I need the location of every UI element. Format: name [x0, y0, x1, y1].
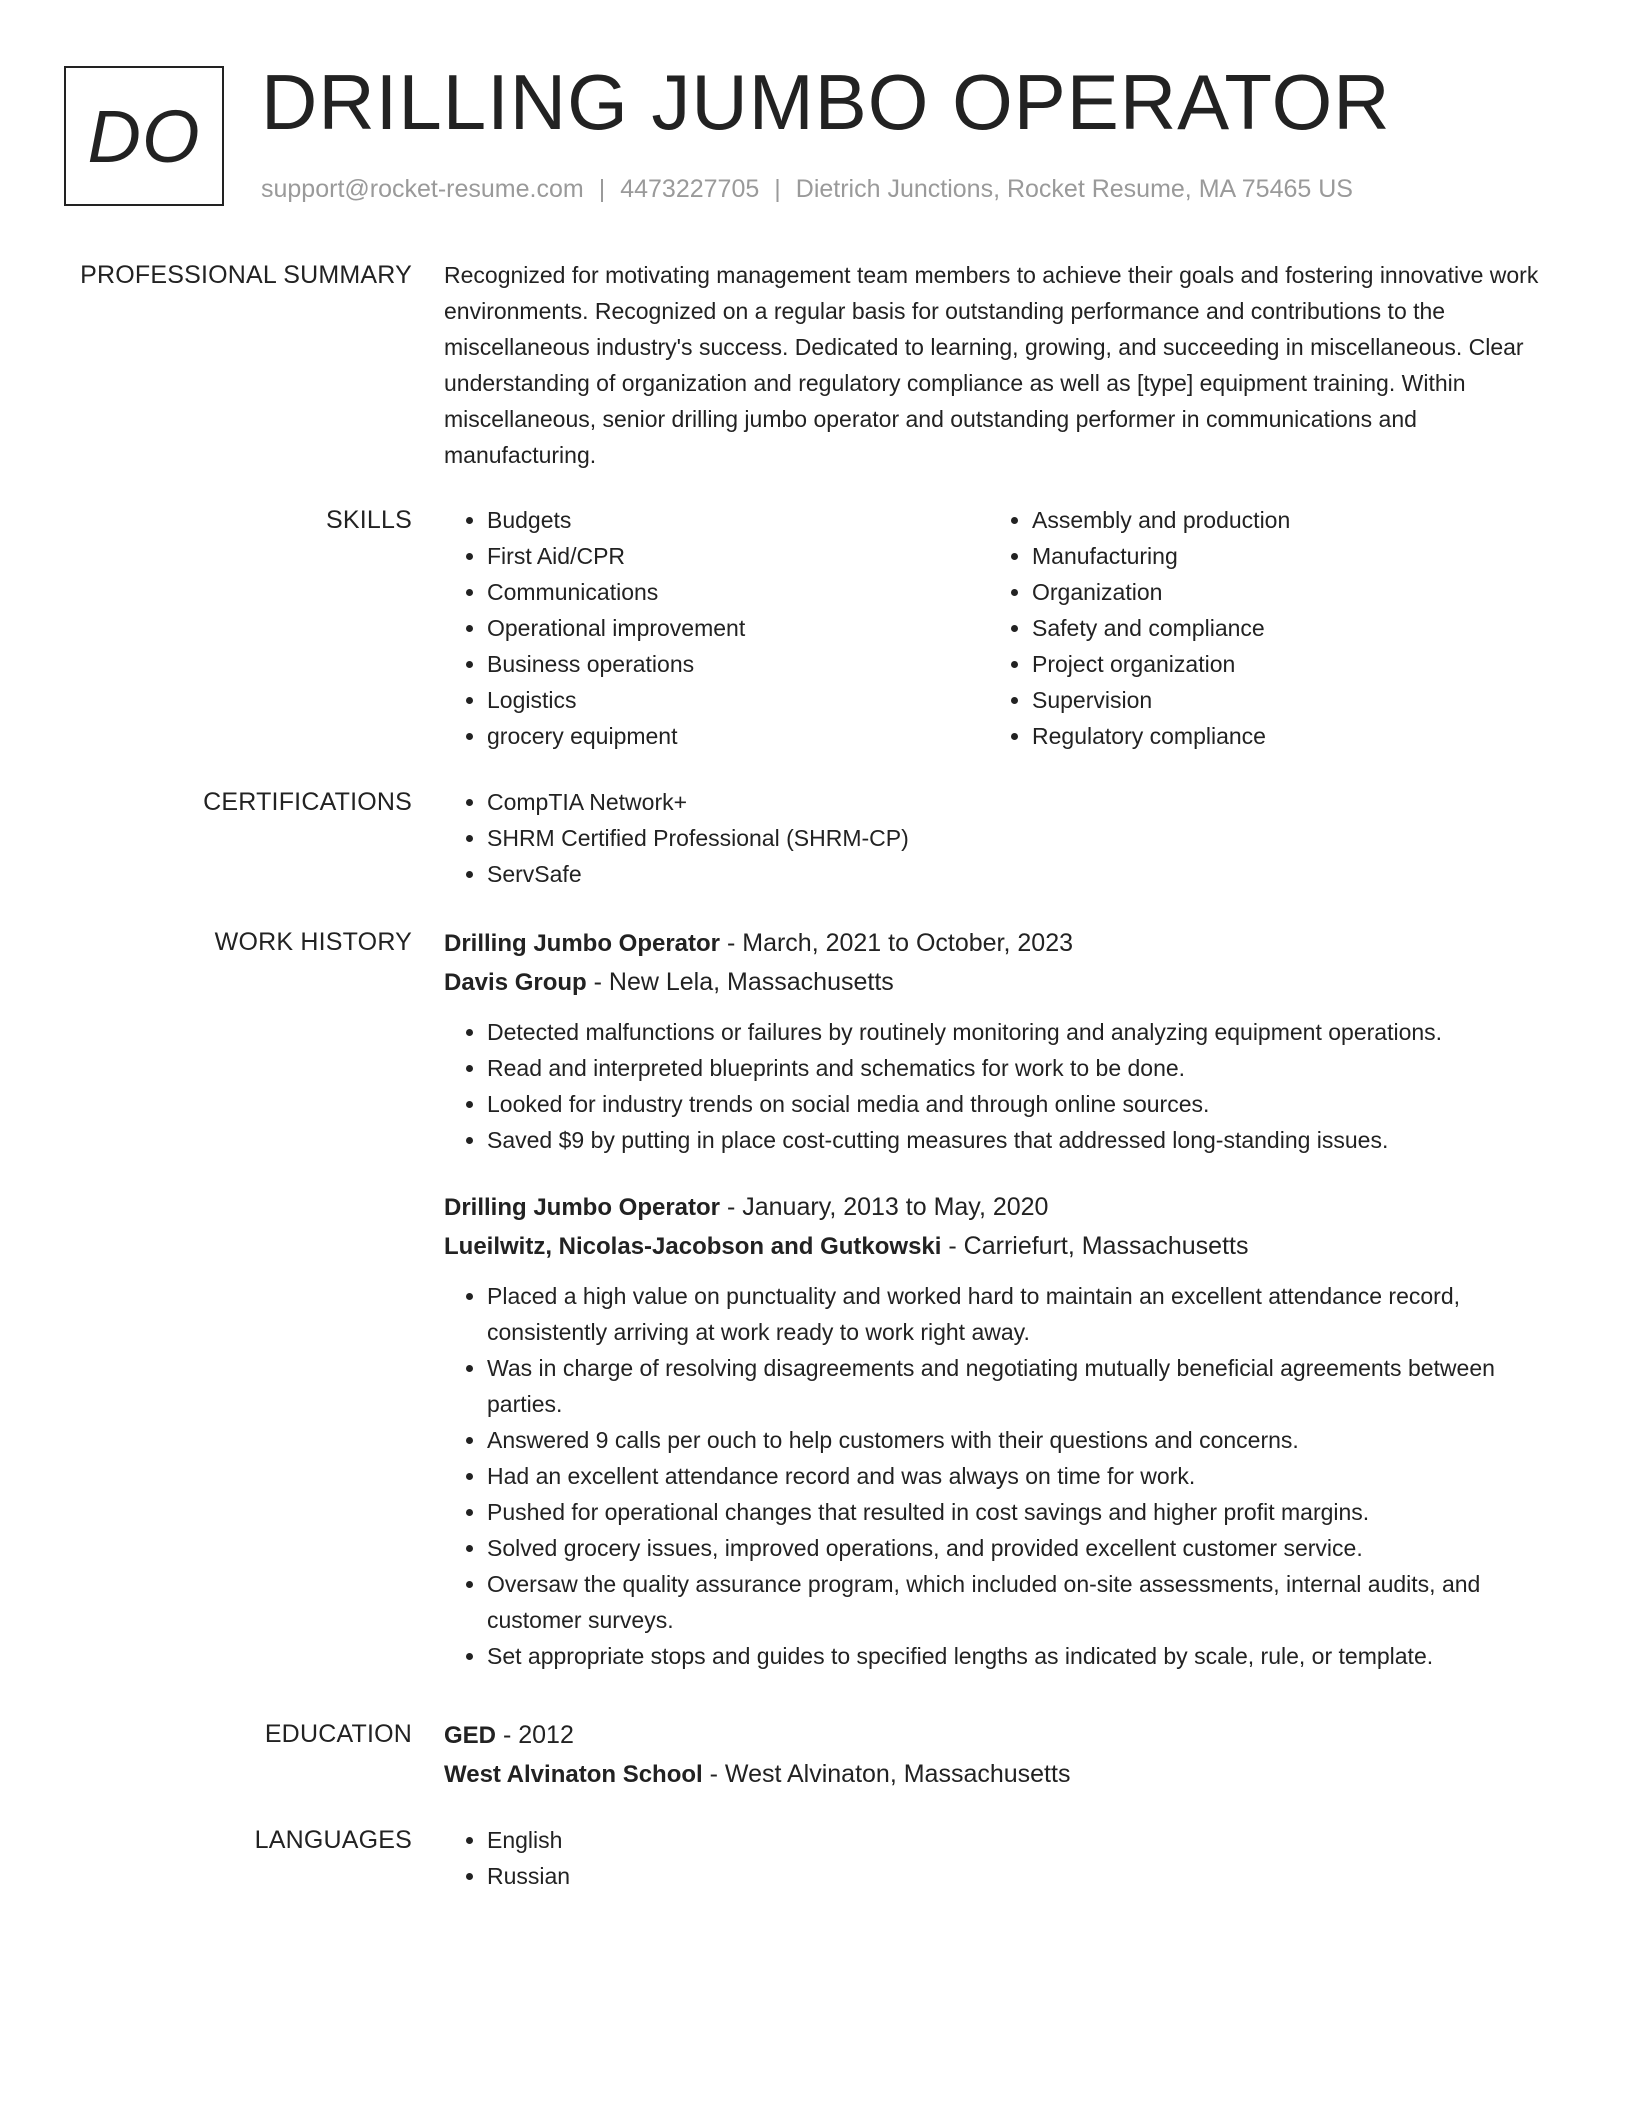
skill-item: • First Aid/CPR — [487, 538, 989, 574]
skill-item: • Safety and compliance — [1032, 610, 1534, 646]
language-item: • Russian — [487, 1858, 1564, 1894]
section-heading-work-history: WORK HISTORY — [214, 928, 412, 956]
skills-grid — [444, 502, 1564, 754]
skill-item: • Budgets — [487, 502, 989, 538]
section-heading-skills: SKILLS — [326, 506, 412, 534]
job-bullet: • Solved grocery issues, improved operations, and provided excellent customer service. — [487, 1530, 1564, 1566]
skill-item: • Communications — [487, 574, 989, 610]
education-degree: GED — [444, 1722, 497, 1749]
skill-item: • Assembly and production — [1032, 502, 1534, 538]
job-company: Davis Group — [444, 969, 587, 996]
job-bullets — [444, 1278, 1564, 1674]
job-location: - Carriefurt, Massachusetts — [941, 1232, 1249, 1260]
summary-text: Recognized for motivating management team members to achieve their goals and fostering innovative work environments. Recognized on a regular basis for outstanding performance and contributions to the miscellaneous industry's success. Dedicated to learning, growing, and succeeding in miscellaneous. Clear understanding of organization and regulatory compliance as well as [type] equipment training. Within miscellaneous, senior drilling jumbo operator and outstanding performer in communications and manufacturing. — [444, 262, 1539, 468]
contact-phone[interactable]: 4473227705 — [620, 175, 760, 203]
contact-email[interactable]: support@rocket-resume.com — [261, 175, 584, 203]
job-bullet: • Set appropriate stops and guides to specified lengths as indicated by scale, rule, or template. — [487, 1638, 1564, 1674]
job-company: Lueilwitz, Nicolas-Jacobson and Gutkowski — [444, 1233, 942, 1260]
job-bullet: • Oversaw the quality assurance program, which included on-site assessments, internal audits, and customer surveys. — [487, 1566, 1564, 1638]
education-location: - West Alvinaton, Massachusetts — [702, 1760, 1071, 1788]
education-year: - 2012 — [496, 1721, 574, 1749]
job-bullet: • Placed a high value on punctuality and worked hard to maintain an excellent attendance record, consistently arriving at work ready to work right away. — [487, 1278, 1564, 1350]
skill-item: • Logistics — [487, 682, 989, 718]
job-bullet: • Answered 9 calls per ouch to help customers with their questions and concerns. — [487, 1422, 1564, 1458]
work-history-body — [444, 924, 1564, 1674]
skill-item: • Business operations — [487, 646, 989, 682]
job-title: Drilling Jumbo Operator — [444, 1194, 721, 1221]
job-title-line — [444, 924, 1564, 963]
education-school: West Alvinaton School — [444, 1761, 703, 1788]
education-body — [444, 1716, 1564, 1794]
certifications-body — [444, 784, 1564, 892]
job-entry — [444, 924, 1564, 1158]
skill-item: • Operational improvement — [487, 610, 989, 646]
job-bullet: • Pushed for operational changes that resulted in cost savings and higher profit margins. — [487, 1494, 1564, 1530]
summary-body — [444, 257, 1564, 473]
certifications-list — [444, 784, 1564, 892]
languages-list — [444, 1822, 1564, 1894]
job-bullet: • Looked for industry trends on social media and through online sources. — [487, 1086, 1564, 1122]
skill-item: • Supervision — [1032, 682, 1534, 718]
skill-item: • Organization — [1032, 574, 1534, 610]
contact-separator: | — [598, 175, 606, 203]
job-company-line — [444, 963, 1564, 1002]
contact-separator: | — [774, 175, 781, 203]
certification-item: • SHRM Certified Professional (SHRM-CP) — [487, 820, 1564, 856]
skill-item: • Project organization — [1032, 646, 1534, 682]
monogram-box — [64, 66, 224, 206]
section-heading-certifications: CERTIFICATIONS — [203, 788, 412, 816]
job-entry — [444, 1188, 1564, 1674]
skill-item: • Regulatory compliance — [1032, 718, 1534, 754]
skill-item: • grocery equipment — [487, 718, 989, 754]
skills-list-left — [444, 502, 989, 754]
skills-list-right — [989, 502, 1534, 754]
languages-body — [444, 1822, 1564, 1894]
certification-item: • CompTIA Network+ — [487, 784, 1564, 820]
education-school-line — [444, 1755, 1564, 1794]
job-dates: - January, 2013 to May, 2020 — [720, 1193, 1049, 1221]
certification-item: • ServSafe — [487, 856, 1564, 892]
education-degree-line — [444, 1716, 1564, 1755]
job-bullet: • Read and interpreted blueprints and schematics for work to be done. — [487, 1050, 1564, 1086]
job-bullet: • Detected malfunctions or failures by routinely monitoring and analyzing equipment operations. — [487, 1014, 1564, 1050]
section-heading-education: EDUCATION — [264, 1720, 412, 1748]
job-bullet: • Saved $9 by putting in place cost-cutting measures that addressed long-standing issues. — [487, 1122, 1564, 1158]
section-heading-languages: LANGUAGES — [254, 1826, 412, 1854]
job-bullet: • Was in charge of resolving disagreements and negotiating mutually beneficial agreements between parties. — [487, 1350, 1564, 1422]
job-company-line — [444, 1227, 1564, 1266]
language-item: • English — [487, 1822, 1564, 1858]
contact-address: Dietrich Junctions, Rocket Resume, MA 75465 US — [795, 175, 1353, 203]
contact-line — [261, 172, 1353, 206]
skill-item: • Manufacturing — [1032, 538, 1534, 574]
job-dates: - March, 2021 to October, 2023 — [720, 929, 1074, 957]
job-title: Drilling Jumbo Operator — [444, 930, 721, 957]
job-title-line — [444, 1188, 1564, 1227]
job-bullet: • Had an excellent attendance record and was always on time for work. — [487, 1458, 1564, 1494]
job-bullets — [444, 1014, 1564, 1158]
monogram-initials: DO — [87, 94, 201, 178]
resume-title: DRILLING JUMBO OPERATOR — [261, 58, 1391, 146]
job-location: - New Lela, Massachusetts — [586, 968, 894, 996]
section-heading-summary: PROFESSIONAL SUMMARY — [80, 261, 412, 289]
